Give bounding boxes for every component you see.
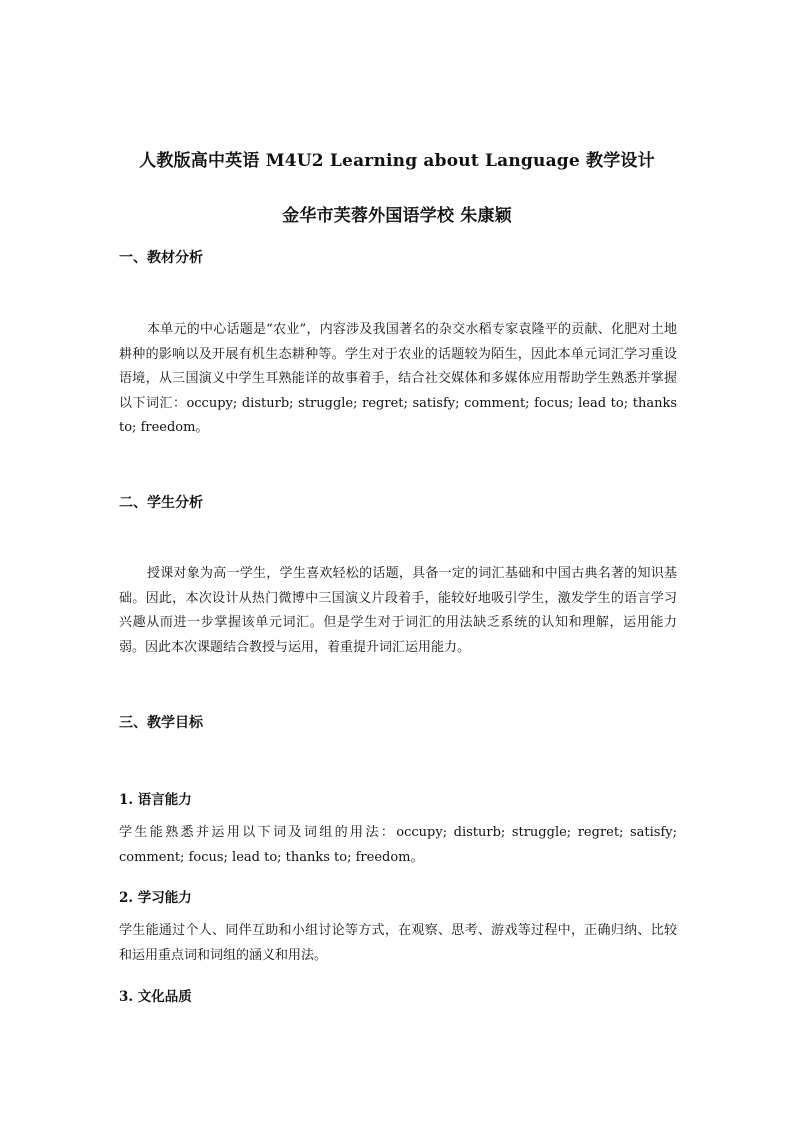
objective-heading-learning-ability: 2. 学习能力 [119, 890, 192, 906]
section-heading-teaching-objectives: 三、教学目标 [119, 715, 203, 731]
section-heading-textbook-analysis: 一、教材分析 [119, 250, 203, 266]
objective-heading-language-ability: 1. 语言能力 [119, 792, 192, 808]
student-analysis-paragraph: 授课对象为高一学生，学生喜欢轻松的话题，具备一定的词汇基础和中国古典名著的知识基础。因此，本次设计从热门微博中三国演义片段着手，能较好地吸引学生，激发学生的语言学习兴趣从而进一步掌握该单元词汇。但是学生对于词汇的用法缺乏系统的认知和理解，运用能力弱。因此本次课题结合教授与运用，着重提升词汇运用能力。 [119, 566, 677, 655]
language-ability-paragraph: 学生能熟悉并运用以下词及词组的用法：occupy; disturb; struggle; regret; satisfy; comment; focus; lead to; thanks to; freedom。 [119, 825, 677, 865]
author-line: 金华市芙蓉外国语学校 朱康颖 [282, 206, 512, 226]
document-title: 人教版高中英语 M4U2 Learning about Language 教学设计 [139, 151, 655, 171]
learning-ability-paragraph: 学生能通过个人、同伴互助和小组讨论等方式，在观察、思考、游戏等过程中，正确归纳、比较和运用重点词和词组的涵义和用法。 [119, 923, 677, 963]
objective-heading-cultural-quality: 3. 文化品质 [119, 989, 192, 1005]
textbook-analysis-paragraph: 本单元的中心话题是“农业”，内容涉及我国著名的杂交水稻专家袁隆平的贡献、化肥对土地耕种的影响以及开展有机生态耕种等。学生对于农业的话题较为陌生，因此本单元词汇学习重设语境，从三国演义中学生耳熟能详的故事着手，结合社交媒体和多媒体应用帮助学生熟悉并掌握以下词汇：occupy; disturb; struggle; regret; satisfy; comment; focus; lead to; thanks to; freedom。 [119, 322, 677, 435]
section-heading-student-analysis: 二、学生分析 [119, 495, 203, 511]
